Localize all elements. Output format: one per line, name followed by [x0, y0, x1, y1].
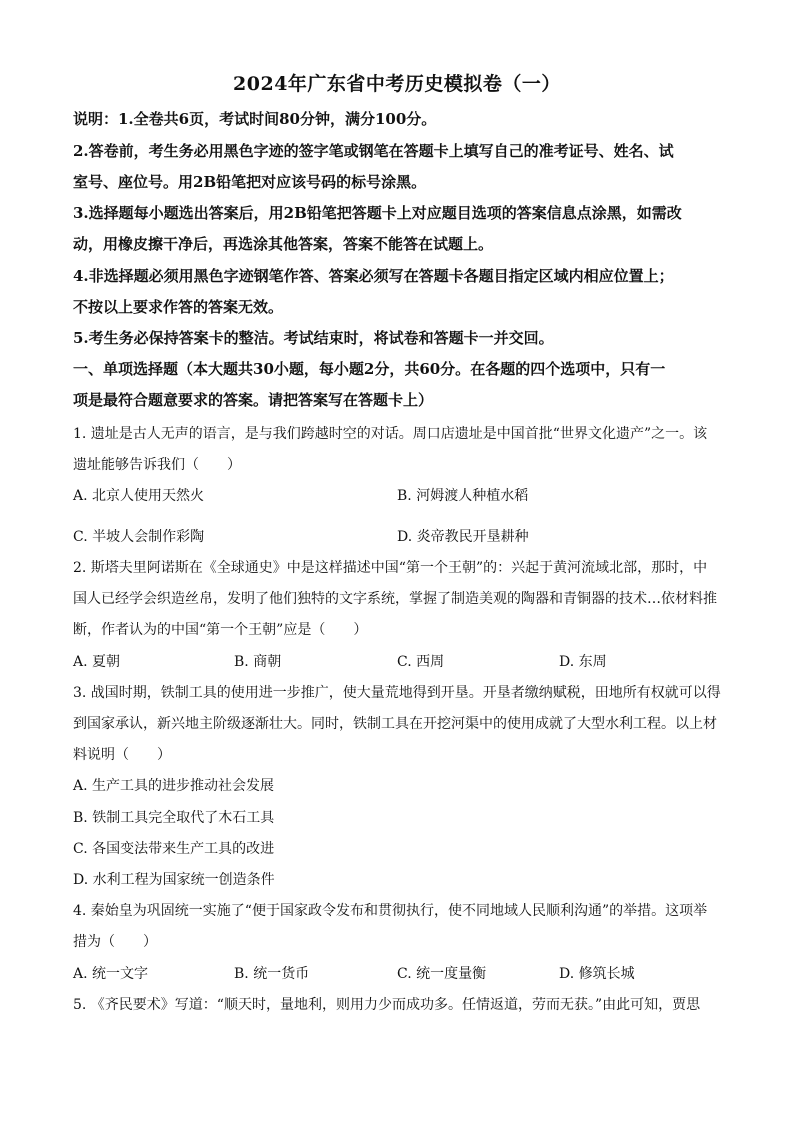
question-2-stem: 2. 斯塔夫里阿诺斯在《全球通史》中是这样描述中国“第一个王朝”的：兴起于黄河流域北部，那时，中 [73, 560, 708, 576]
question-2-option-c: C. 西周 [397, 654, 445, 670]
instruction-line: 4.非选择题必须用黑色字迹钢笔作答、答案必须写在答题卡各题目指定区域内相应位置上； [73, 267, 674, 285]
exam-title: 2024年广东省中考历史模拟卷（一） [233, 73, 561, 95]
question-1-stem: 遗址能够告诉我们（ ） [73, 457, 241, 473]
question-3-option-a: A. 生产工具的进步推动社会发展 [73, 778, 275, 794]
question-4-stem: 措为（ ） [73, 934, 157, 950]
section-heading: 一、单项选择题（本大题共30小题，每小题2分，共60分。在各题的四个选项中，只有一 [73, 360, 666, 378]
question-1-option-a: A. 北京人使用天然火 [73, 488, 205, 504]
question-4-option-c: C. 统一度量衡 [397, 966, 487, 982]
instruction-line: 动，用橡皮擦干净后，再选涂其他答案，答案不能答在试题上。 [73, 235, 494, 253]
question-4-stem: 4. 秦始皇为巩固统一实施了“便于国家政令发布和贯彻执行，使不同地域人民顺利沟通”的举措。这项举 [73, 903, 708, 919]
question-3-stem: 到国家承认，新兴地主阶级逐渐壮大。同时，铁制工具在开挖河渠中的使用成就了大型水利工程。以上材 [73, 716, 717, 732]
question-3-stem: 料说明（ ） [73, 747, 171, 763]
question-3-option-d: D. 水利工程为国家统一创造条件 [73, 872, 275, 888]
question-1-stem: 1. 遗址是古人无声的语言，是与我们跨越时空的对话。周口店遗址是中国首批“世界文化遗产”之一。该 [73, 426, 708, 442]
instruction-line: 不按以上要求作答的答案无效。 [73, 298, 284, 316]
question-3-option-b: B. 铁制工具完全取代了木石工具 [73, 810, 275, 826]
question-1-option-b: B. 河姆渡人种植水稻 [397, 488, 529, 504]
question-2-option-a: A. 夏朝 [73, 654, 121, 670]
question-4-option-d: D. 修筑长城 [559, 966, 635, 982]
question-3-option-c: C. 各国变法带来生产工具的改进 [73, 841, 275, 857]
question-1-option-d: D. 炎帝教民开垦耕种 [397, 529, 529, 545]
instruction-line: 5.考生务必保持答案卡的整洁。考试结束时，将试卷和答题卡一并交回。 [73, 329, 554, 347]
section-heading: 项是最符合题意要求的答案。请把答案写在答题卡上） [73, 391, 434, 409]
question-4-option-a: A. 统一文字 [73, 966, 149, 982]
question-2-stem: 断，作者认为的中国“第一个王朝”应是（ ） [73, 622, 368, 638]
question-5-stem: 5. 《齐民要术》写道：“顺天时，量地利，则用力少而成功多。任情返道，劳而无获。”由此可知，贾思 [73, 997, 701, 1013]
instruction-line: 2.答卷前，考生务必用黑色字迹的签字笔或钢笔在答题卡上填写自己的准考证号、姓名、试 [73, 142, 674, 160]
question-2-stem: 国人已经学会织造丝帛，发明了他们独特的文字系统，掌握了制造美观的陶器和青铜器的技术…依材料推 [73, 591, 717, 607]
question-3-stem: 3. 战国时期，铁制工具的使用进一步推广，使大量荒地得到开垦。开垦者缴纳赋税，田地所有权就可以得 [73, 685, 721, 701]
question-2-option-d: D. 东周 [559, 654, 607, 670]
question-2-option-b: B. 商朝 [234, 654, 282, 670]
instruction-line: 室号、座位号。用2B铅笔把对应该号码的标号涂黑。 [73, 173, 427, 191]
instruction-line: 3.选择题每小题选出答案后，用2B铅笔把答题卡上对应题目选项的答案信息点涂黑，如需改 [73, 204, 682, 222]
question-1-option-c: C. 半坡人会制作彩陶 [73, 529, 205, 545]
question-4-option-b: B. 统一货币 [234, 966, 310, 982]
instruction-line: 说明：1.全卷共6页，考试时间80分钟，满分100分。 [73, 110, 437, 128]
